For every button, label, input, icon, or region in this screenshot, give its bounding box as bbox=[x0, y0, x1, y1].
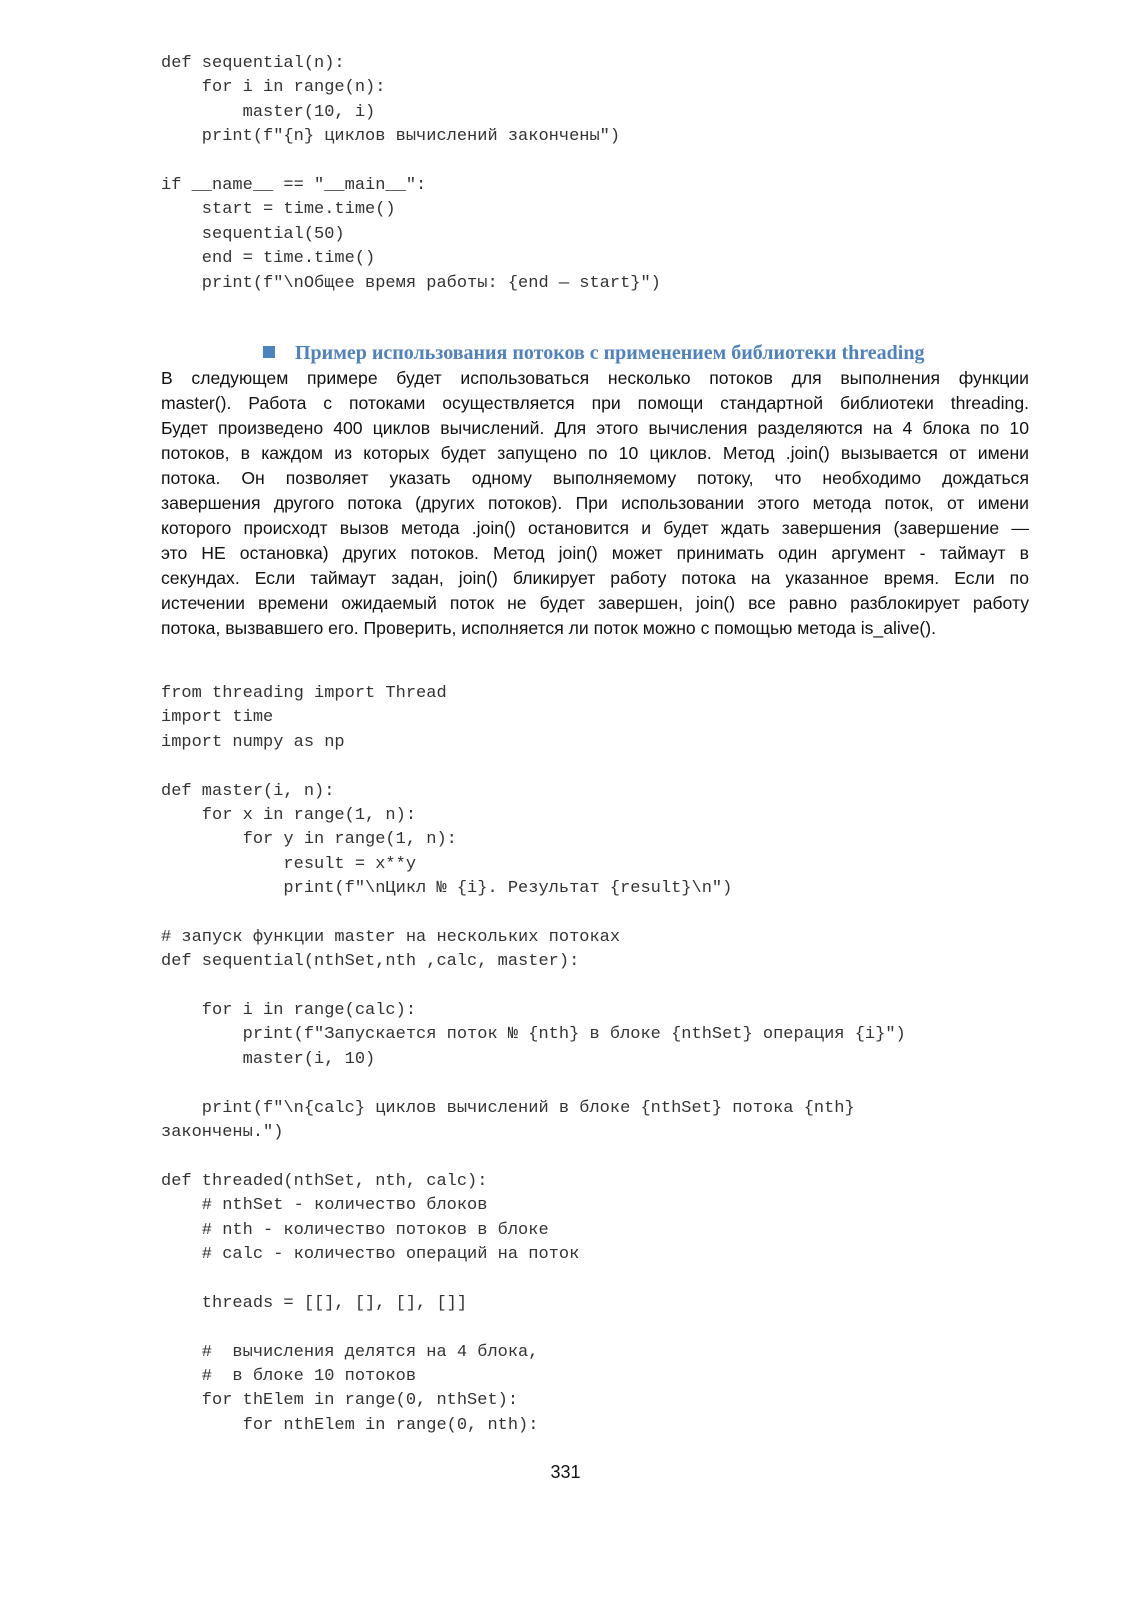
code-line: # nth - количество потоков в блоке bbox=[161, 1220, 549, 1240]
code-line bbox=[161, 1145, 1061, 1169]
code-line: result = x**y bbox=[161, 854, 417, 874]
paragraph-line: Будет произведено 400 циклов вычислений. Для этого вычисления разделяются на 4 блока по 10 bbox=[161, 418, 1029, 438]
code-line: for nthElem in range(0, nth): bbox=[161, 1415, 539, 1435]
code-line: def sequential(nthSet,nth ,calc, master): bbox=[161, 952, 580, 972]
code-line: start = time.time() bbox=[161, 200, 396, 220]
paragraph-line: потока, вызвавшего его. Проверить, исполняется ли поток можно с помощью метода is_alive(). bbox=[161, 618, 936, 638]
code-line: import time bbox=[161, 708, 274, 728]
code-line bbox=[161, 150, 1061, 174]
code-line: for y in range(1, n): bbox=[161, 830, 457, 850]
code-line: for i in range(n): bbox=[161, 78, 386, 98]
paragraph-line: завершения другого потока (других потоков). При использовании этого метода поток, от имени bbox=[161, 493, 1029, 513]
code-line: from threading import Thread bbox=[161, 684, 447, 703]
code-line: for i in range(calc): bbox=[161, 1001, 417, 1021]
code-line: print(f"\n{calc} циклов вычислений в блоке {nthSet} потока {nth} bbox=[161, 1098, 855, 1118]
paragraph-line: master(). Работа с потоками осуществляется при помощи стандартной библиотеки threading. bbox=[161, 393, 1029, 413]
code-line: print(f"Запускается поток № {nth} в блоке {nthSet} операция {i}") bbox=[161, 1025, 906, 1045]
code-line: print(f"\nОбщее время работы: {end — start}") bbox=[161, 273, 661, 293]
code-line bbox=[161, 902, 1061, 926]
code-line bbox=[161, 1316, 1061, 1340]
code-line bbox=[161, 1072, 1061, 1096]
code-line: if __name__ == "__main__": bbox=[161, 175, 427, 195]
code-line: sequential(50) bbox=[161, 224, 345, 244]
code-line: def master(i, n): bbox=[161, 781, 335, 801]
code-line: # nthSet - количество блоков bbox=[161, 1196, 488, 1216]
code-line: def threaded(nthSet, nth, calc): bbox=[161, 1171, 488, 1191]
code-line: # calc - количество операций на поток bbox=[161, 1244, 580, 1264]
paragraph-line: это НЕ остановка) других потоков. Метод join() может принимать один аргумент - таймаут в bbox=[161, 543, 1029, 563]
code-line: закончены.") bbox=[161, 1123, 284, 1143]
code-line: master(i, 10) bbox=[161, 1049, 376, 1069]
section-heading-text: Пример использования потоков с применением библиотеки threading bbox=[295, 342, 925, 364]
page-number: 331 bbox=[550, 1462, 581, 1482]
code-line bbox=[161, 975, 1061, 999]
paragraph-line: которого происходт вызов метода .join() остановится и будет ждать завершения (завершение — bbox=[161, 518, 1029, 538]
section-heading bbox=[263, 340, 924, 366]
code-line: # в блоке 10 потоков bbox=[161, 1366, 417, 1386]
code-line: print(f"\nЦикл № {i}. Результат {result}\n") bbox=[161, 879, 733, 899]
code-line: import numpy as np bbox=[161, 732, 345, 752]
code-line: end = time.time() bbox=[161, 249, 376, 269]
code-line: master(10, i) bbox=[161, 102, 376, 122]
code-line: for x in range(1, n): bbox=[161, 805, 417, 825]
code-line: for thElem in range(0, nthSet): bbox=[161, 1391, 519, 1411]
paragraph-line: истечении времени ожидаемый поток не будет завершен, join() все равно разблокирует работу bbox=[161, 593, 1029, 613]
code-line: # запуск функции master на нескольких потоках bbox=[161, 927, 621, 947]
code-block-bottom bbox=[161, 682, 1061, 1438]
paragraph-line: потоков, в каждом из которых будет запущено по 10 циклов. Метод .join() вызывается от имени bbox=[161, 443, 1029, 463]
square-bullet-icon bbox=[263, 346, 275, 358]
paragraph-line: В следующем примере будет использоваться несколько потоков для выполнения функции bbox=[161, 368, 1029, 388]
paragraph-line: потока. Он позволяет указать одному выполняемому потоку, что необходимо дождаться bbox=[161, 468, 1029, 488]
body-paragraph bbox=[161, 366, 1029, 641]
code-line: print(f"{n} циклов вычислений закончены") bbox=[161, 127, 621, 147]
code-line: threads = [[], [], [], []] bbox=[161, 1293, 468, 1313]
code-line bbox=[161, 1267, 1061, 1291]
code-line: def sequential(n): bbox=[161, 54, 345, 73]
paragraph-line: секундах. Если таймаут задан, join() бликирует работу потока на указанное время. Если по bbox=[161, 568, 1029, 588]
code-block-top bbox=[161, 52, 1061, 296]
code-line: # вычисления делятся на 4 блока, bbox=[161, 1342, 539, 1362]
code-line bbox=[161, 755, 1061, 779]
